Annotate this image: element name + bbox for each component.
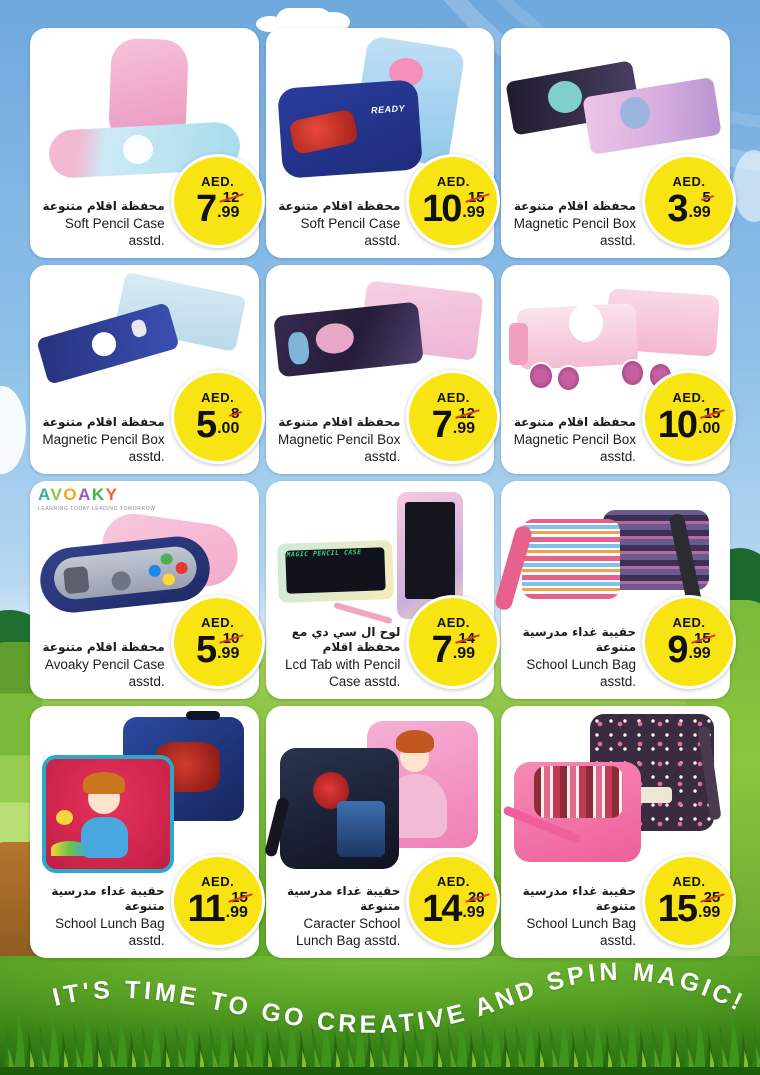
currency-label: AED. — [201, 615, 235, 630]
product-name: School Lunch Bag — [526, 916, 637, 932]
lunch-bag-front-shape — [514, 762, 642, 862]
currency-label: AED. — [436, 874, 470, 889]
cloud — [733, 150, 760, 222]
product-variant: asstd. — [128, 674, 165, 690]
product-name-arabic: حقيبة غداء مدرسية متنوعة — [522, 884, 637, 914]
currency-label: AED. — [201, 874, 235, 889]
product-card-11 — [266, 706, 495, 958]
price-badge — [171, 370, 265, 464]
product-variant: asstd. — [128, 933, 165, 949]
product-caption — [274, 625, 401, 691]
old-price: 20 — [467, 889, 485, 906]
old-price: 12 — [458, 405, 476, 422]
product-row-1 — [30, 28, 730, 258]
price-decimal: .99 — [462, 204, 485, 221]
bag-striped-flap — [534, 766, 623, 818]
price-badge — [642, 595, 736, 689]
product-name-arabic: محفظة اقلام متنوعة — [42, 415, 165, 430]
price-badge — [171, 854, 265, 948]
product-name: School Lunch Bag — [526, 657, 637, 673]
wheel — [620, 359, 645, 387]
product-row-2 — [30, 265, 730, 474]
hero-doodle — [286, 332, 309, 366]
price-badge — [642, 370, 736, 464]
city-doodle — [337, 801, 385, 856]
product-name: Magnetic Pencil Box — [42, 432, 165, 448]
price-badge — [406, 595, 500, 689]
price-decimal: .99 — [698, 904, 721, 921]
unicorn-doodle — [620, 97, 650, 129]
old-price: 5 — [702, 189, 711, 206]
currency-label: AED. — [201, 390, 235, 405]
product-caption — [38, 199, 165, 250]
product-name-arabic: محفظة اقلام متنوعة — [513, 415, 637, 430]
currency-label: AED. — [436, 390, 470, 405]
product-variant: asstd. — [364, 933, 401, 949]
product-variant: asstd. — [364, 674, 401, 690]
board-title: MAGIC PENCIL CASE — [286, 548, 362, 560]
svg-text:IT'S TIME TO GO CREATIVE AND S — [50, 958, 748, 1039]
price-decimal: .00 — [698, 420, 721, 437]
product-card-8 — [266, 481, 495, 699]
stylus-shape — [334, 602, 393, 624]
gamepad-dpad — [63, 566, 89, 594]
price-decimal: .00 — [217, 420, 240, 437]
product-card-3 — [501, 28, 730, 258]
product-variant: asstd. — [599, 674, 637, 690]
price-integer: 5 — [195, 404, 216, 446]
price-integer: 10 — [422, 188, 461, 230]
product-name: School Lunch Bag — [55, 916, 165, 932]
price-badge — [642, 854, 736, 948]
astronaut-doodle — [89, 330, 119, 359]
price-decimal: .99 — [217, 204, 240, 221]
cloud — [0, 386, 26, 474]
price-badge — [406, 154, 500, 248]
lunch-bag-front-shape — [280, 748, 399, 868]
price-integer: 10 — [657, 404, 697, 446]
product-card-5 — [266, 265, 495, 474]
price-integer: 3 — [667, 188, 687, 230]
product-caption — [274, 884, 401, 950]
gamepad-case-shape — [37, 534, 213, 617]
rainbow-doodle — [51, 841, 88, 856]
wheel — [556, 365, 581, 393]
bag-handle — [186, 711, 220, 719]
product-card-4 — [30, 265, 259, 474]
currency-label: AED. — [672, 390, 706, 405]
pencil-box-front-shape — [273, 302, 423, 378]
price-integer: 14 — [422, 888, 461, 930]
product-variant: asstd. — [599, 233, 637, 249]
footer-slogan-banner — [0, 958, 760, 1075]
bag-strap — [263, 796, 289, 857]
product-variant: asstd. — [364, 233, 401, 249]
price-integer: 9 — [667, 629, 687, 671]
princess-hair-doodle — [396, 730, 434, 753]
price-badge — [406, 854, 500, 948]
train-cab-shape — [509, 323, 528, 365]
product-name: Magnetic Pencil Box — [513, 432, 637, 448]
product-name: Soft Pencil Case — [64, 216, 165, 232]
lunch-bag-front-shape — [42, 755, 173, 873]
product-name-arabic: محفظة اقلام متنوعة — [42, 199, 165, 214]
rocket-doodle — [130, 319, 148, 339]
product-caption — [38, 884, 165, 950]
price-decimal: .99 — [688, 645, 711, 662]
brand-logo — [38, 485, 156, 512]
product-name-arabic: حقيبة غداء مدرسية متنوعة — [287, 884, 401, 914]
currency-label: AED. — [436, 174, 470, 189]
product-name-arabic: محفظة اقلام متنوعة — [513, 199, 637, 214]
price-integer: 15 — [657, 888, 697, 930]
bunny-doodle — [123, 135, 153, 164]
product-card-10 — [30, 706, 259, 958]
product-name-arabic: محفظة اقلام متنوعة — [278, 415, 401, 430]
price-decimal: .99 — [217, 645, 240, 662]
currency-label: AED. — [201, 174, 235, 189]
unicorn-doodle — [569, 304, 603, 343]
product-name: Avoaky Pencil Case — [44, 657, 165, 673]
product-caption — [509, 884, 636, 950]
writing-board-shape — [277, 540, 394, 603]
product-variant: asstd. — [599, 449, 637, 465]
product-variant: asstd. — [128, 233, 165, 249]
old-price: 10 — [222, 630, 240, 647]
old-price: 12 — [222, 189, 240, 206]
currency-label: AED. — [436, 615, 470, 630]
price-badge — [406, 370, 500, 464]
pencil-case-front-shape — [277, 79, 423, 178]
currency-label: AED. — [672, 615, 706, 630]
price-integer: 11 — [187, 888, 224, 930]
brand-tagline: LEARNING TODAY LEADING TOMORROW — [38, 506, 156, 512]
product-name-arabic: حقيبة غداء مدرسية متنوعة — [522, 625, 637, 655]
price-integer: 7 — [195, 188, 216, 230]
product-caption — [509, 199, 636, 250]
price-integer: 5 — [195, 629, 216, 671]
old-price: 15 — [694, 630, 711, 647]
product-card-9 — [501, 481, 730, 699]
price-badge — [171, 595, 265, 689]
price-decimal: .99 — [462, 904, 485, 921]
girl-hair-doodle — [83, 772, 125, 794]
bag-strap — [697, 725, 721, 819]
product-name-arabic: محفظة اقلام متنوعة — [42, 640, 165, 655]
pencil-box-front-shape — [36, 302, 180, 385]
footer-slogan: IT'S TIME TO GO CREATIVE AND SPIN MAGIC! — [49, 958, 749, 1039]
product-card-1 — [30, 28, 259, 258]
butterfly-doodle — [56, 810, 73, 825]
product-caption — [509, 625, 636, 691]
brand-logo-text: AVOAKY — [38, 485, 119, 504]
price-decimal: .99 — [225, 904, 248, 921]
wheel — [528, 362, 553, 390]
price-decimal: .99 — [688, 204, 711, 221]
product-variant: asstd. — [364, 449, 401, 465]
product-name: Soft Pencil Case — [300, 216, 401, 232]
product-caption — [509, 415, 636, 466]
product-caption — [38, 640, 165, 691]
product-row-4 — [30, 706, 730, 958]
old-price: 25 — [703, 889, 721, 906]
race-car-doodle — [289, 108, 359, 155]
product-caption — [274, 415, 401, 466]
product-name: Lcd Tab with Pencil Case — [285, 657, 401, 690]
product-card-12 — [501, 706, 730, 958]
moon-doodle — [315, 322, 355, 355]
price-badge — [642, 154, 736, 248]
old-price: 15 — [231, 889, 248, 906]
price-integer: 7 — [431, 404, 451, 446]
price-decimal: .99 — [452, 645, 476, 662]
lunch-bag-front-shape — [522, 519, 620, 599]
product-card-7 — [30, 481, 259, 699]
old-price: 14 — [458, 630, 476, 647]
product-name: Magnetic Pencil Box — [278, 432, 401, 448]
old-price: 15 — [467, 189, 485, 206]
product-name: Caracter School Lunch Bag — [295, 916, 401, 949]
product-caption — [274, 199, 401, 250]
product-card-6 — [501, 265, 730, 474]
ready-label: READY — [370, 103, 406, 116]
product-name-arabic: محفظة اقلام متنوعة — [278, 199, 401, 214]
currency-label: AED. — [672, 874, 706, 889]
old-price: 8 — [231, 405, 240, 422]
product-name-arabic: لوح ال سي دي مع محفظة اقلام — [291, 625, 401, 655]
currency-label: AED. — [672, 174, 706, 189]
product-variant: asstd. — [128, 449, 165, 465]
price-integer: 7 — [431, 629, 451, 671]
price-badge — [171, 154, 265, 248]
tablet-screen — [405, 502, 455, 599]
product-caption — [38, 415, 165, 466]
product-name-arabic: حقيبة غداء مدرسية متنوعة — [51, 884, 165, 914]
old-price: 15 — [703, 405, 721, 422]
planet-doodle — [548, 81, 582, 113]
product-variant: asstd. — [599, 933, 637, 949]
product-row-3 — [30, 481, 730, 699]
product-card-2 — [266, 28, 495, 258]
price-decimal: .99 — [452, 420, 476, 437]
product-name: Magnetic Pencil Box — [513, 216, 637, 232]
